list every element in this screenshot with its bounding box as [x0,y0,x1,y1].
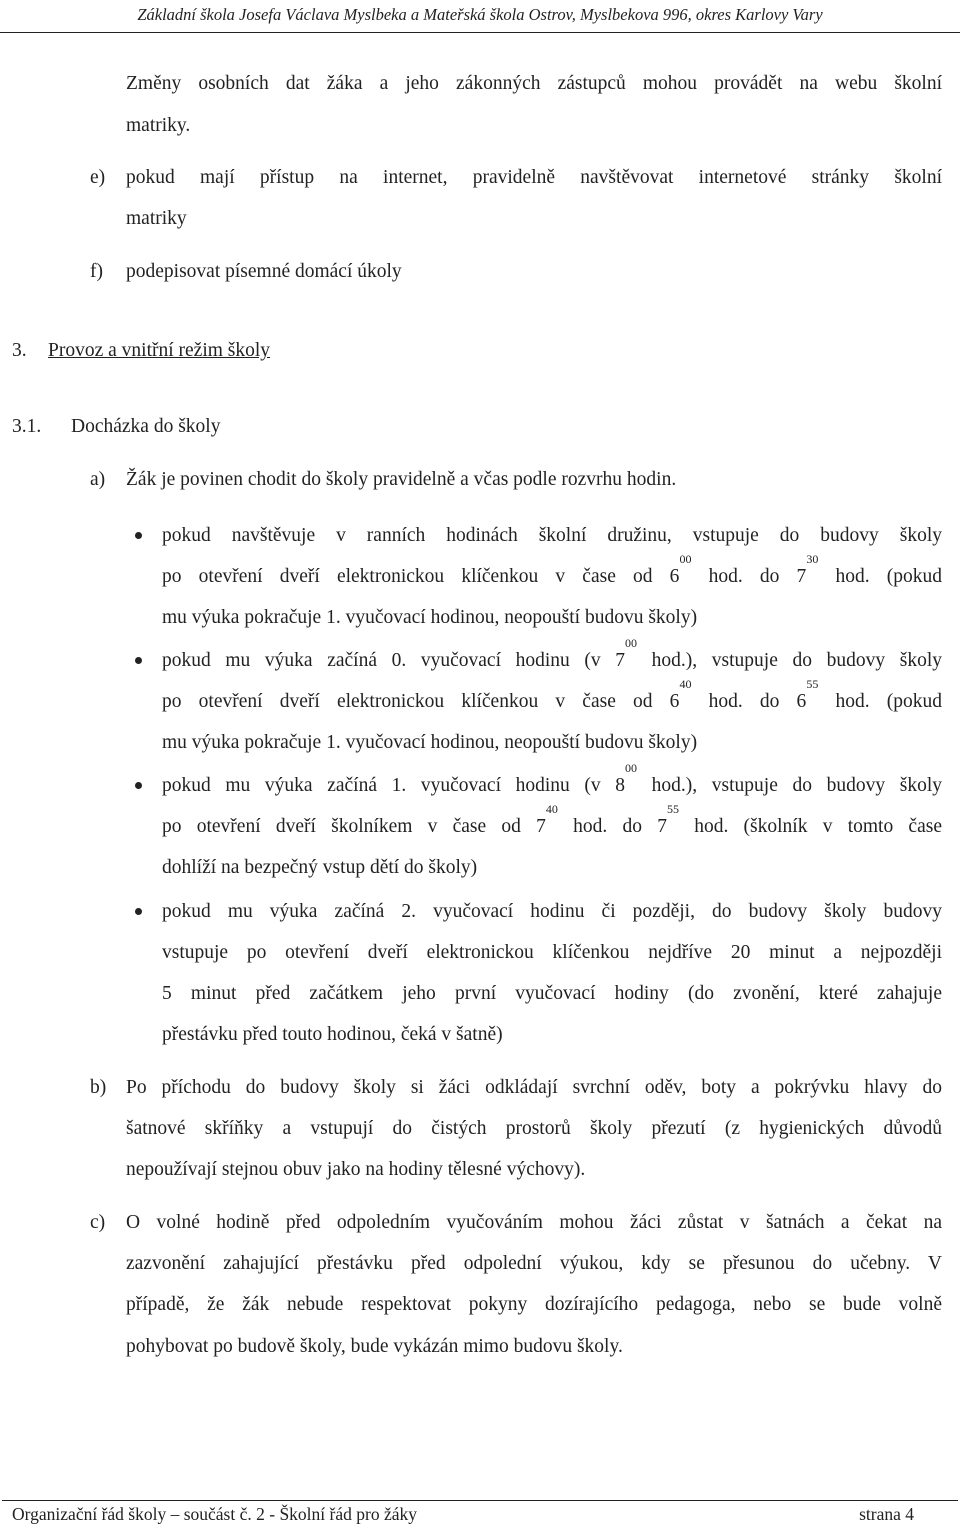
bullet-icon [135,532,142,539]
item-f-label: f) [90,261,103,282]
bullet-1-line-1: pokud navštěvuje v ranních hodinách školní družinu, vstupuje do budovy školy [162,525,942,546]
item-b-line-3: nepoužívají stejnou obuv jako na hodiny tělesné výchovy). [126,1159,586,1180]
bullet-2-line-2: po otevření dveří elektronickou klíčenkou v čase od $6^{40}$ hod. do $6^{55}$ hod. (pokud [162,677,943,712]
item-c-line-4: pohybovat po budově školy, bude vykázán mimo budovu školy. [126,1336,623,1357]
intro-line-2: matriky. [126,115,191,136]
item-b-label: b) [90,1077,107,1098]
bullet-2-line-3: mu výuka pokračuje 1. vyučovací hodinou, neopouští budovu školy) [162,732,698,753]
bullet-icon [135,908,142,915]
item-c-label: c) [90,1212,106,1233]
item-e-label: e) [90,167,106,188]
bullet-icon [135,782,142,789]
item-c-line-3: případě, že žák nebude respektovat pokyny dozírajícího pedagoga, nebo se bude volně [126,1294,942,1315]
section-3-number: 3. [12,340,27,361]
bullet-3-line-2: po otevření dveří školníkem v čase od $7^{40}$ hod. do $7^{55}$ hod. (školník v tomto čase [162,802,942,837]
item-b-line-1: Po příchodu do budovy školy si žáci odkládají svrchní oděv, boty a pokrývku hlavy do [126,1077,942,1098]
item-f-text: podepisovat písemné domácí úkoly [126,261,402,282]
section-3-1-number: 3.1. [12,416,42,437]
page-header: Základní škola Josefa Václava Myslbeka a Mateřská škola Ostrov, Myslbekova 996, okres Karlovy Vary [0,0,960,33]
item-a-text: Žák je povinen chodit do školy pravidelně a včas podle rozvrhu hodin. [126,469,677,490]
bullet-icon [135,657,142,664]
bullet-4-line-3: 5 minut před začátkem jeho první vyučovací hodiny (do zvonění, které zahajuje [162,983,942,1004]
section-3-title: Provoz a vnitřní režim školy [48,340,271,361]
bullet-3-line-1: pokud mu výuka začíná 1. vyučovací hodinu (v $8^{00}$ hod.), vstupuje do budovy školy [162,761,942,796]
section-3-1-title: Docházka do školy [71,416,221,437]
bullet-1-line-3: mu výuka pokračuje 1. vyučovací hodinou, neopouští budovu školy) [162,607,698,628]
bullet-4-line-1: pokud mu výuka začíná 2. vyučovací hodinu či později, do budovy školy budovy [162,901,942,922]
page-number: strana 4 [859,1504,914,1524]
intro-line-1: Změny osobních dat žáka a jeho zákonných zástupců mohou provádět na webu školní [126,73,942,94]
bullet-4-line-2: vstupuje po otevření dveří elektronickou klíčenkou nejdříve 20 minut a nejpozději [162,942,942,963]
footer-title: Organizační řád školy – součást č. 2 - Školní řád pro žáky [12,1504,417,1524]
item-e-line-2: matriky [126,208,187,229]
item-c-line-2: zazvonění zahajující přestávku před odpolední výukou, kdy se přesunou do učebny. V [126,1253,942,1274]
bullet-2-line-1: pokud mu výuka začíná 0. vyučovací hodinu (v $7^{00}$ hod.), vstupuje do budovy školy [162,636,942,671]
page-footer [2,1500,958,1527]
item-b-line-2: šatnové skříňky a vstupují do čistých prostorů školy přezutí (z hygienických důvodů [126,1118,942,1139]
item-c-line-1: O volné hodině před odpoledním vyučováním mohou žáci zůstat v šatnách a čekat na [126,1212,942,1233]
item-a-label: a) [90,469,106,490]
bullet-1-line-2: po otevření dveří elektronickou klíčenkou v čase od $6^{00}$ hod. do $7^{30}$ hod. (pokud [162,552,943,587]
bullet-4-line-4: přestávku před touto hodinou, čeká v šatně) [162,1024,503,1045]
bullet-3-line-3: dohlíží na bezpečný vstup dětí do školy) [162,857,478,878]
item-e-line-1: pokud mají přístup na internet, pravidelně navštěvovat internetové stránky školní [126,167,942,188]
